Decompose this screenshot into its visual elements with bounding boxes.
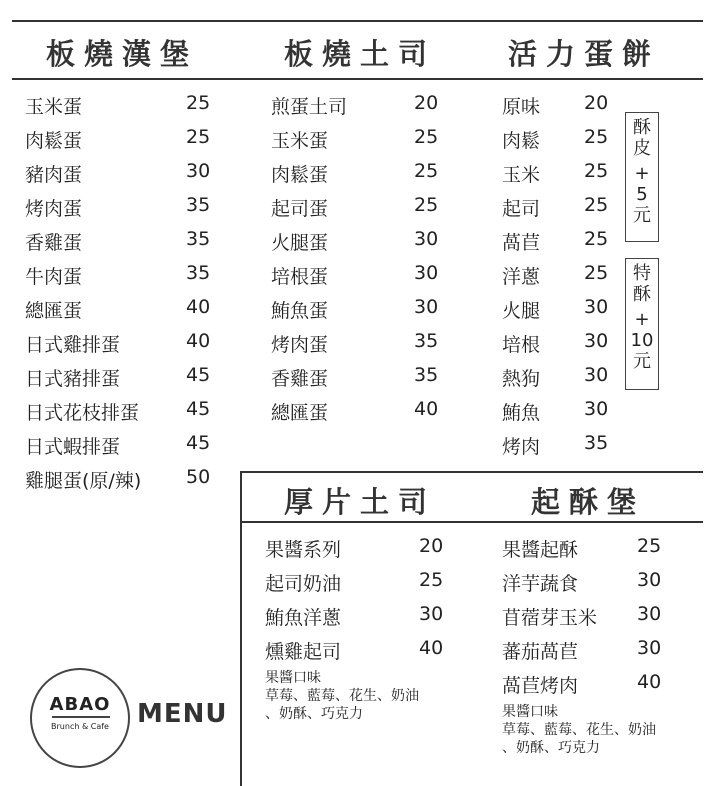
menu-wordmark: MENU xyxy=(137,699,228,729)
left-vertical-rule xyxy=(240,471,242,786)
item-name: 果醬系列 xyxy=(265,539,342,561)
item-price: 35 xyxy=(186,262,211,284)
item-name: 鮪魚 xyxy=(502,402,541,424)
item-name: 蕃茄萵苣 xyxy=(502,641,579,663)
logo-underline xyxy=(52,716,110,718)
item-price: 30 xyxy=(584,364,609,386)
item-price: 30 xyxy=(414,296,439,318)
item-name: 煎蛋土司 xyxy=(271,96,348,118)
addon-text: 特 xyxy=(633,263,651,284)
bottom-section-rule-top xyxy=(240,471,703,473)
item-price: 45 xyxy=(186,432,211,454)
addon-crispy-box xyxy=(625,112,659,242)
note-title: 果醬口味 xyxy=(265,670,321,686)
item-price: 35 xyxy=(414,330,439,352)
item-name: 火腿 xyxy=(502,300,541,322)
item-name: 苜蓿芽玉米 xyxy=(502,607,598,629)
item-price: 30 xyxy=(414,228,439,250)
addon-text: 10 xyxy=(630,330,654,351)
item-price: 30 xyxy=(584,330,609,352)
item-name: 玉米蛋 xyxy=(25,96,83,118)
item-name: 日式蝦排蛋 xyxy=(25,436,121,458)
item-name: 熱狗 xyxy=(502,368,541,390)
item-price: 25 xyxy=(584,194,609,216)
item-name: 烤肉 xyxy=(502,436,541,458)
item-price: 25 xyxy=(414,160,439,182)
item-name: 玉米 xyxy=(502,164,541,186)
item-name: 豬肉蛋 xyxy=(25,164,83,186)
item-price: 30 xyxy=(584,296,609,318)
item-price: 35 xyxy=(186,228,211,250)
item-price: 45 xyxy=(186,398,211,420)
item-name: 鮪魚蛋 xyxy=(271,300,329,322)
item-price: 25 xyxy=(584,262,609,284)
item-price: 30 xyxy=(186,160,211,182)
item-price: 30 xyxy=(419,603,444,625)
item-price: 30 xyxy=(637,603,662,625)
bottom-section-rule-header xyxy=(240,521,703,523)
logo-brand-name: ABAO xyxy=(49,694,111,715)
item-name: 日式花枝排蛋 xyxy=(25,402,140,424)
item-name: 洋芋蔬食 xyxy=(502,573,579,595)
section-title-crispy-burger: 起酥堡 xyxy=(531,485,646,519)
thick-toast-jam-note xyxy=(265,669,419,723)
item-price: 40 xyxy=(414,398,439,420)
item-name: 香雞蛋 xyxy=(271,368,329,390)
item-name: 起司 xyxy=(502,198,541,220)
item-price: 25 xyxy=(584,160,609,182)
item-price: 30 xyxy=(584,398,609,420)
item-name: 雞腿蛋(原/辣) xyxy=(25,470,142,492)
header-rule xyxy=(12,78,703,80)
item-price: 25 xyxy=(637,535,662,557)
item-price: 40 xyxy=(419,637,444,659)
addon-text: 5 xyxy=(636,184,648,205)
item-price: 25 xyxy=(186,126,211,148)
item-name: 洋蔥 xyxy=(502,266,541,288)
item-price: 25 xyxy=(584,126,609,148)
item-name: 火腿蛋 xyxy=(271,232,329,254)
addon-text: 皮 xyxy=(633,138,651,159)
item-name: 萵苣烤肉 xyxy=(502,675,579,697)
item-name: 起司奶油 xyxy=(265,573,342,595)
item-name: 燻雞起司 xyxy=(265,641,342,663)
item-price: 25 xyxy=(584,228,609,250)
item-price: 35 xyxy=(414,364,439,386)
top-rule xyxy=(12,20,703,22)
item-price: 30 xyxy=(637,637,662,659)
item-name: 烤肉蛋 xyxy=(25,198,83,220)
addon-text: 酥 xyxy=(633,284,651,305)
item-name: 香雞蛋 xyxy=(25,232,83,254)
addon-text: + xyxy=(634,163,650,184)
item-price: 20 xyxy=(584,92,609,114)
item-name: 培根蛋 xyxy=(271,266,329,288)
section-title-banshao-toast: 板燒土司 xyxy=(284,37,437,71)
addon-text: 元 xyxy=(633,205,651,226)
note-line: 草莓、藍莓、花生、奶油 xyxy=(502,722,656,738)
section-title-banshao-burger: 板燒漢堡 xyxy=(46,37,199,71)
item-price: 25 xyxy=(186,92,211,114)
item-price: 35 xyxy=(186,194,211,216)
logo-tagline: Brunch & Cafe xyxy=(51,722,109,731)
addon-extra-crispy-box xyxy=(625,258,659,390)
brand-logo xyxy=(30,668,130,768)
item-name: 玉米蛋 xyxy=(271,130,329,152)
item-name: 培根 xyxy=(502,334,541,356)
note-title: 果醬口味 xyxy=(502,704,558,720)
item-name: 日式豬排蛋 xyxy=(25,368,121,390)
addon-text: + xyxy=(634,309,650,330)
section-title-huoli-danbing: 活力蛋餅 xyxy=(508,37,661,71)
item-price: 35 xyxy=(584,432,609,454)
item-price: 40 xyxy=(186,330,211,352)
item-name: 萵苣 xyxy=(502,232,541,254)
section-title-thick-toast: 厚片土司 xyxy=(284,485,437,519)
item-price: 25 xyxy=(414,126,439,148)
item-price: 30 xyxy=(637,569,662,591)
item-price: 20 xyxy=(419,535,444,557)
item-name: 原味 xyxy=(502,96,541,118)
item-price: 25 xyxy=(419,569,444,591)
addon-text: 酥 xyxy=(633,117,651,138)
item-price: 30 xyxy=(414,262,439,284)
addon-text: 元 xyxy=(633,351,651,372)
item-name: 總匯蛋 xyxy=(271,402,329,424)
item-name: 肉鬆 xyxy=(502,130,541,152)
item-name: 鮪魚洋蔥 xyxy=(265,607,342,629)
note-line: 草莓、藍莓、花生、奶油 xyxy=(265,688,419,704)
item-name: 烤肉蛋 xyxy=(271,334,329,356)
item-price: 20 xyxy=(414,92,439,114)
item-price: 25 xyxy=(414,194,439,216)
item-name: 日式雞排蛋 xyxy=(25,334,121,356)
note-line: 、奶酥、巧克力 xyxy=(502,740,600,756)
item-name: 牛肉蛋 xyxy=(25,266,83,288)
item-name: 果醬起酥 xyxy=(502,539,579,561)
item-name: 起司蛋 xyxy=(271,198,329,220)
item-price: 40 xyxy=(637,671,662,693)
crispy-burger-jam-note xyxy=(502,703,656,757)
note-line: 、奶酥、巧克力 xyxy=(265,706,363,722)
item-name: 肉鬆蛋 xyxy=(25,130,83,152)
item-price: 45 xyxy=(186,364,211,386)
item-price: 40 xyxy=(186,296,211,318)
item-price: 50 xyxy=(186,466,211,488)
item-name: 肉鬆蛋 xyxy=(271,164,329,186)
item-name: 總匯蛋 xyxy=(25,300,83,322)
